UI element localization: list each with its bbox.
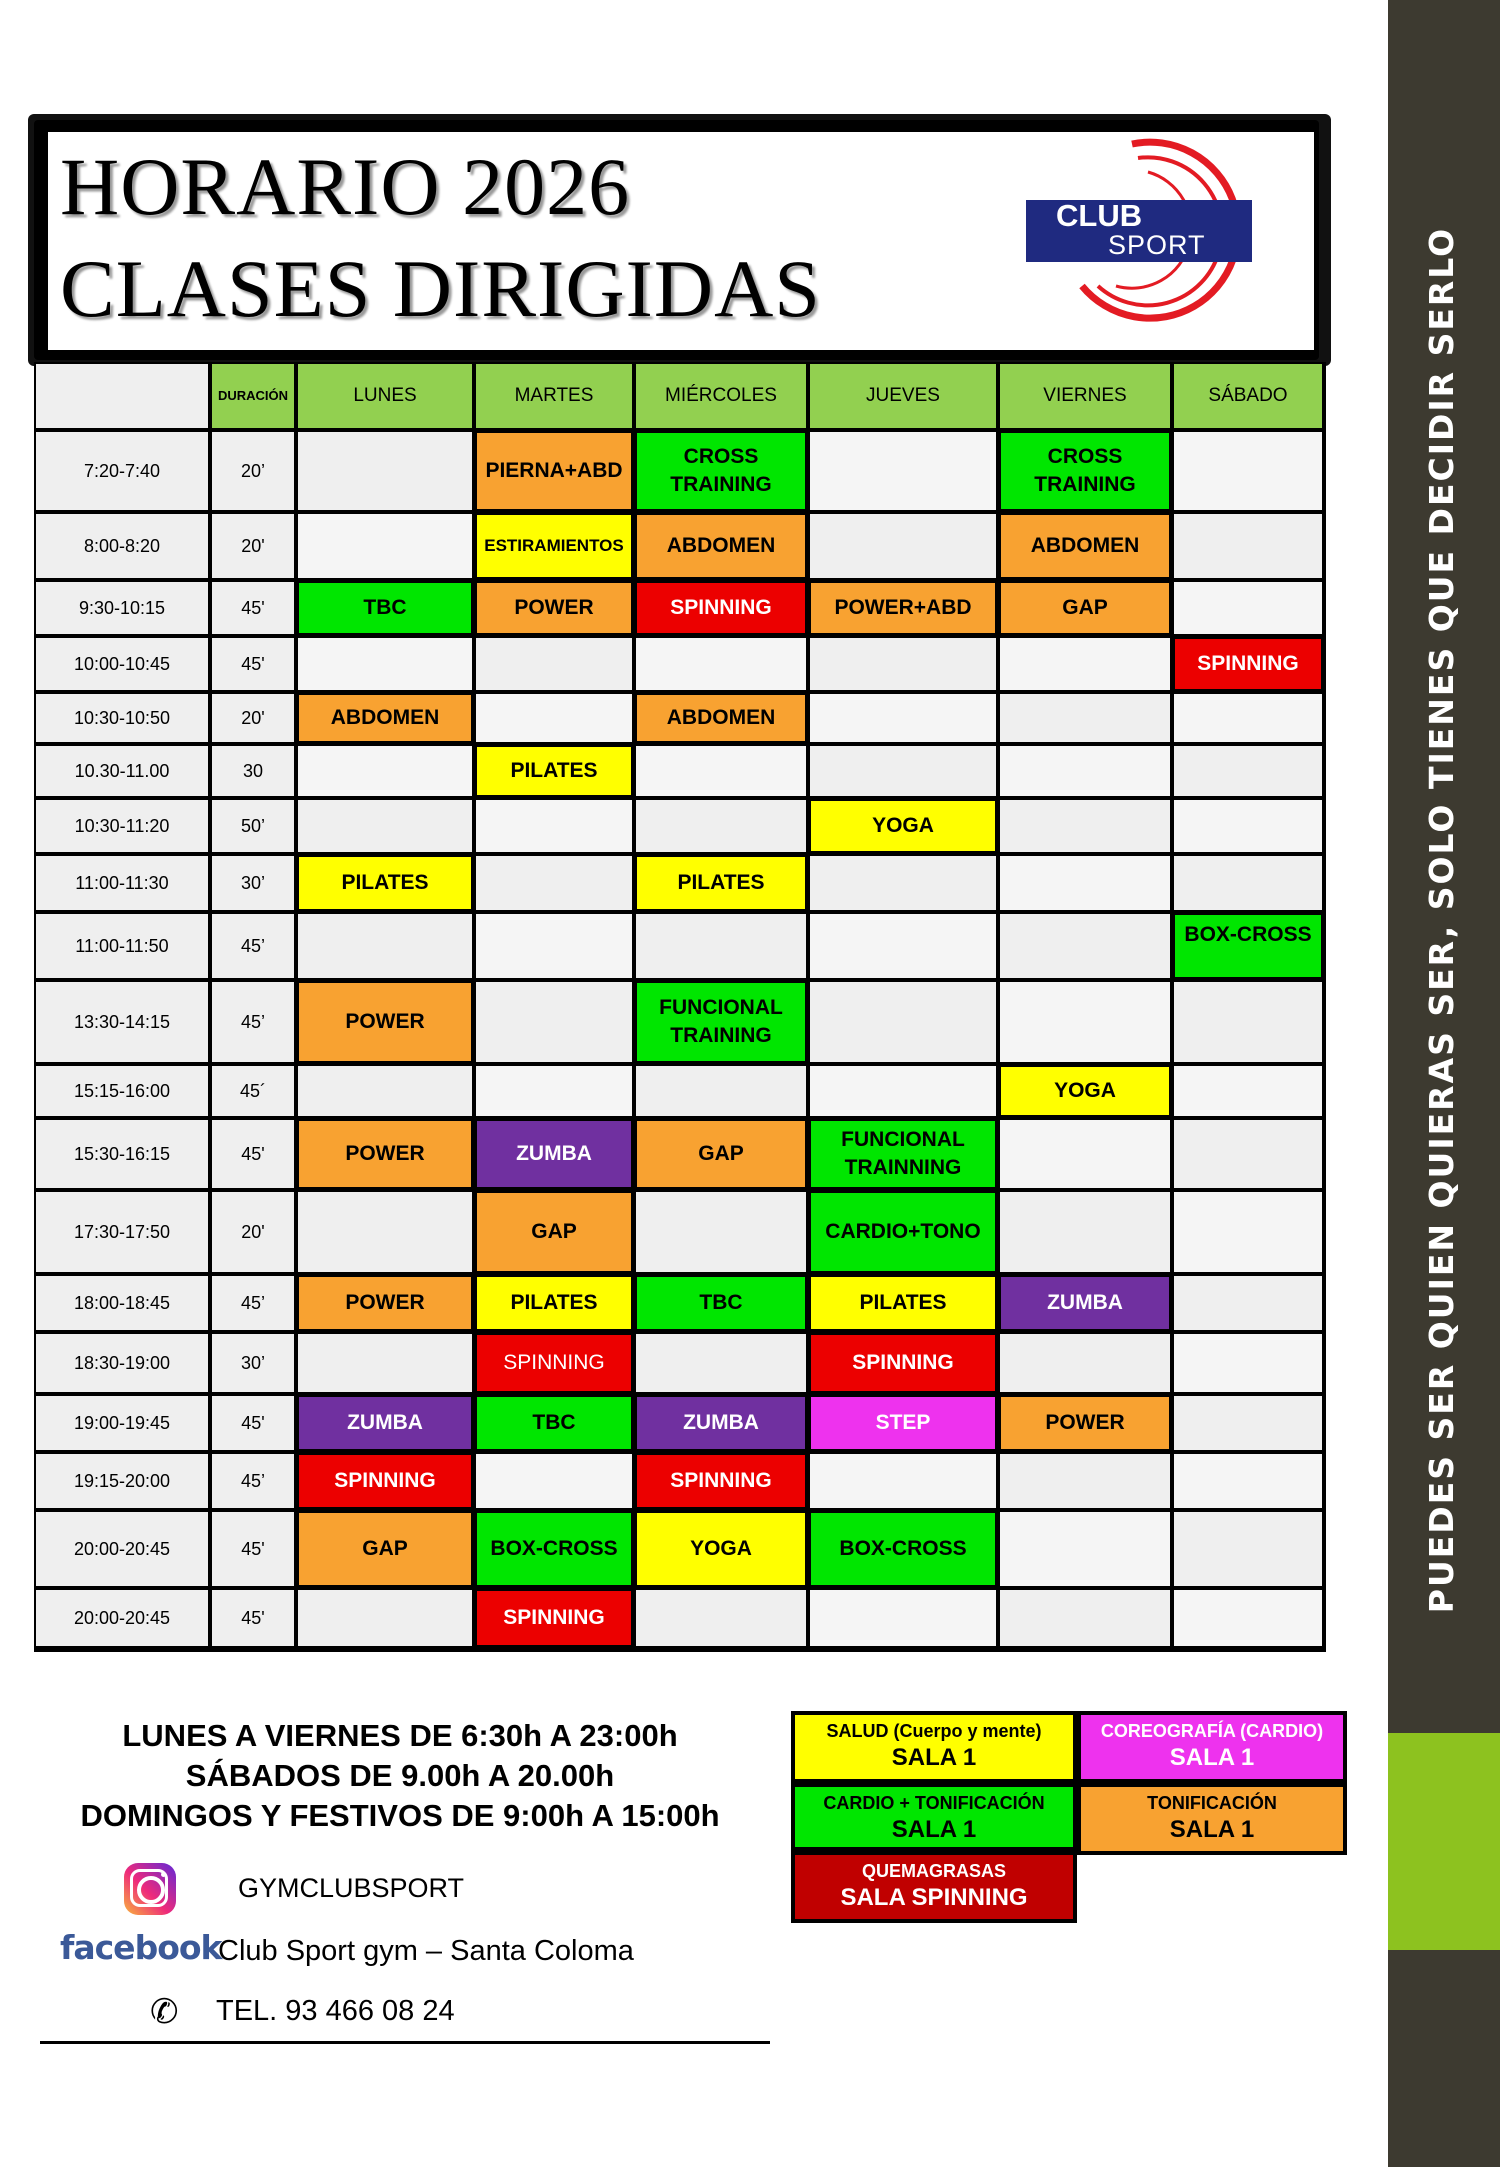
class-cell[interactable]: FUNCIONAL TRAINNING: [808, 1118, 998, 1190]
empty-cell: [636, 638, 806, 690]
class-cell[interactable]: SPINNING: [296, 1452, 474, 1510]
duration-cell: 45´: [212, 1066, 294, 1116]
empty-cell: [1174, 856, 1322, 910]
page-title-line-2: CLASES DIRIGIDAS: [60, 243, 821, 334]
empty-cell: [636, 914, 806, 978]
class-cell[interactable]: GAP: [634, 1118, 808, 1190]
empty-cell: [298, 1334, 472, 1392]
logo-club-text: CLUB: [1056, 198, 1143, 233]
legend-tonificacion-title: TONIFICACIÓN: [1147, 1793, 1277, 1813]
phone-icon: ✆: [150, 1993, 179, 2031]
class-cell[interactable]: POWER: [296, 1118, 474, 1190]
empty-cell: [476, 1066, 632, 1116]
class-cell[interactable]: POWER: [474, 580, 634, 636]
duration-cell: 30: [212, 746, 294, 796]
empty-cell: [1174, 1590, 1322, 1646]
facebook-logo[interactable]: facebook: [60, 1928, 222, 1967]
hours-saturday: SÁBADOS DE 9.00h A 20.00h: [185, 1758, 615, 1793]
empty-cell: [1174, 514, 1322, 578]
empty-cell: [1174, 746, 1322, 796]
empty-cell: [1174, 800, 1322, 852]
time-slot: 15:15-16:00: [36, 1066, 208, 1116]
empty-cell: [636, 1192, 806, 1272]
hours-sunday: DOMINGOS Y FESTIVOS DE 9:00h A 15:00h: [80, 1798, 720, 1833]
empty-cell: [1174, 1512, 1322, 1586]
legend-coreografia: [1077, 1711, 1347, 1783]
time-slot: 17:30-17:50: [36, 1192, 208, 1272]
empty-cell: [1000, 914, 1170, 978]
empty-cell: [1000, 800, 1170, 852]
class-cell[interactable]: YOGA: [998, 1064, 1172, 1118]
facebook-page[interactable]: Club Sport gym – Santa Coloma: [218, 1935, 634, 1967]
class-cell[interactable]: BOX-CROSS: [808, 1510, 998, 1588]
empty-cell: [810, 1066, 996, 1116]
legend-quemagrasas: [791, 1851, 1077, 1923]
header-blank-cell: [36, 364, 208, 428]
class-cell[interactable]: ABDOMEN: [998, 512, 1172, 580]
page-title-line-1: HORARIO 2026: [60, 141, 631, 232]
phone-number[interactable]: TEL. 93 466 08 24: [216, 1995, 455, 2027]
day-header-1: MARTES: [476, 364, 632, 428]
class-cell[interactable]: POWER: [296, 1274, 474, 1332]
legend-salud-title: SALUD (Cuerpo y mente): [826, 1721, 1042, 1741]
class-cell[interactable]: ESTIRAMIENTOS: [474, 512, 634, 580]
duration-cell: 45': [212, 638, 294, 690]
legend-quemagrasas-title: QUEMAGRASAS: [861, 1861, 1006, 1881]
class-cell[interactable]: PILATES: [474, 1274, 634, 1332]
time-slot: 10:30-10:50: [36, 694, 208, 742]
legend-tonificacion-room: SALA 1: [1169, 1816, 1255, 1843]
class-cell[interactable]: GAP: [296, 1510, 474, 1588]
class-cell[interactable]: SPINNING: [474, 1332, 634, 1394]
class-cell[interactable]: ABDOMEN: [634, 692, 808, 744]
time-slot: 18:00-18:45: [36, 1276, 208, 1330]
time-slot: 7:20-7:40: [36, 432, 208, 510]
duration-cell: 45': [212, 582, 294, 634]
legend-tonificacion: [1077, 1783, 1347, 1855]
side-slogan: PUEDES SER QUIEN QUIERAS SER, SOLO TIENES QUE DECIDIR SERLO: [1422, 226, 1461, 1614]
time-slot: 10:30-11:20: [36, 800, 208, 852]
empty-cell: [476, 694, 632, 742]
day-header-5: SÁBADO: [1174, 364, 1322, 428]
empty-cell: [1174, 1396, 1322, 1450]
legend-salud-room: SALA 1: [891, 1744, 977, 1771]
class-cell[interactable]: STEP: [808, 1394, 998, 1452]
empty-cell: [1000, 746, 1170, 796]
empty-cell: [810, 514, 996, 578]
day-header-0: LUNES: [298, 364, 472, 428]
empty-cell: [1000, 1512, 1170, 1586]
duration-cell: 45': [212, 1120, 294, 1188]
duration-cell: 45’: [212, 982, 294, 1062]
empty-cell: [810, 1454, 996, 1508]
empty-cell: [1000, 1192, 1170, 1272]
empty-cell: [1000, 1454, 1170, 1508]
class-cell[interactable]: ZUMBA: [296, 1394, 474, 1452]
class-cell[interactable]: ABDOMEN: [634, 512, 808, 580]
empty-cell: [1000, 856, 1170, 910]
empty-cell: [1174, 1454, 1322, 1508]
time-slot: 20:00-20:45: [36, 1590, 208, 1646]
legend-cardio-title: CARDIO + TONIFICACIÓN: [823, 1793, 1045, 1813]
side-bar-green: [1388, 1733, 1500, 1950]
divider: [40, 2041, 770, 2044]
empty-cell: [636, 746, 806, 796]
empty-cell: [636, 1590, 806, 1646]
empty-cell: [810, 694, 996, 742]
empty-cell: [1000, 694, 1170, 742]
class-cell[interactable]: CROSS TRAINING: [998, 430, 1172, 512]
time-slot: 19:00-19:45: [36, 1396, 208, 1450]
empty-cell: [1174, 1276, 1322, 1330]
time-slot: 18:30-19:00: [36, 1334, 208, 1392]
class-cell[interactable]: PILATES: [634, 854, 808, 912]
class-cell[interactable]: CARDIO+TONO: [808, 1190, 998, 1274]
empty-cell: [1000, 1334, 1170, 1392]
time-slot: 10:00-10:45: [36, 638, 208, 690]
club-sport-logo: [1020, 136, 1260, 336]
class-cell[interactable]: POWER: [296, 980, 474, 1064]
class-cell[interactable]: ZUMBA: [474, 1118, 634, 1190]
class-cell[interactable]: PILATES: [474, 744, 634, 798]
instagram-handle[interactable]: GYMCLUBSPORT: [238, 1873, 465, 1903]
empty-cell: [298, 1192, 472, 1272]
empty-cell: [1174, 1120, 1322, 1188]
duration-cell: 20': [212, 514, 294, 578]
duration-cell: 30’: [212, 1334, 294, 1392]
empty-cell: [298, 800, 472, 852]
duration-cell: 45': [212, 1590, 294, 1646]
class-cell[interactable]: YOGA: [634, 1510, 808, 1588]
time-slot: 20:00-20:45: [36, 1512, 208, 1586]
legend-coreografia-title: COREOGRAFÍA (CARDIO): [1100, 1721, 1324, 1741]
duration-cell: 45': [212, 1396, 294, 1450]
class-cell[interactable]: PILATES: [296, 854, 474, 912]
time-slot: 13:30-14:15: [36, 982, 208, 1062]
legend-coreografia-room: SALA 1: [1169, 1744, 1255, 1771]
empty-cell: [1174, 694, 1322, 742]
empty-cell: [810, 638, 996, 690]
empty-cell: [298, 1066, 472, 1116]
empty-cell: [298, 514, 472, 578]
class-cell[interactable]: BOX-CROSS: [474, 1510, 634, 1588]
empty-cell: [476, 856, 632, 910]
duration-cell: 45’: [212, 914, 294, 978]
empty-cell: [1000, 982, 1170, 1062]
logo-sport-text: SPORT: [1108, 230, 1206, 260]
duration-cell: 50’: [212, 800, 294, 852]
day-header-4: VIERNES: [1000, 364, 1170, 428]
schedule-table: [34, 362, 1326, 1652]
day-header-3: JUEVES: [810, 364, 996, 428]
legend-salud: [791, 1711, 1077, 1783]
class-cell[interactable]: YOGA: [808, 798, 998, 854]
duration-cell: 20’: [212, 432, 294, 510]
time-slot: 10.30-11.00: [36, 746, 208, 796]
class-cell[interactable]: ZUMBA: [998, 1274, 1172, 1332]
legend-quemagrasas-room: SALA SPINNING: [840, 1884, 1028, 1911]
empty-cell: [810, 982, 996, 1062]
empty-cell: [1174, 1334, 1322, 1392]
class-cell[interactable]: ZUMBA: [634, 1394, 808, 1452]
empty-cell: [636, 1066, 806, 1116]
time-slot: 8:00-8:20: [36, 514, 208, 578]
class-cell[interactable]: GAP: [998, 580, 1172, 636]
empty-cell: [636, 1334, 806, 1392]
day-header-2: MIÉRCOLES: [636, 364, 806, 428]
empty-cell: [810, 914, 996, 978]
class-cell[interactable]: POWER+ABD: [808, 580, 998, 636]
empty-cell: [298, 1590, 472, 1646]
empty-cell: [476, 982, 632, 1062]
hours-weekdays: LUNES A VIERNES DE 6:30h A 23:00h: [122, 1718, 678, 1753]
time-slot: 11:00-11:30: [36, 856, 208, 910]
class-cell[interactable]: SPINNING: [634, 1452, 808, 1510]
empty-cell: [476, 1454, 632, 1508]
class-cell[interactable]: SPINNING: [634, 580, 808, 636]
empty-cell: [1000, 1590, 1170, 1646]
time-slot: 9:30-10:15: [36, 582, 208, 634]
empty-cell: [298, 746, 472, 796]
time-slot: 11:00-11:50: [36, 914, 208, 978]
empty-cell: [298, 432, 472, 510]
instagram-icon[interactable]: [124, 1863, 176, 1915]
empty-cell: [1000, 638, 1170, 690]
empty-cell: [810, 432, 996, 510]
class-cell[interactable]: TBC: [634, 1274, 808, 1332]
class-cell[interactable]: ABDOMEN: [296, 692, 474, 744]
class-cell[interactable]: PIERNA+ABD: [474, 430, 634, 512]
class-cell[interactable]: TBC: [296, 580, 474, 636]
empty-cell: [810, 856, 996, 910]
class-cell[interactable]: SPINNING: [1172, 636, 1324, 692]
side-bar-dark-bottom: [1388, 1950, 1500, 2167]
time-slot: 15:30-16:15: [36, 1120, 208, 1188]
time-slot: 19:15-20:00: [36, 1454, 208, 1508]
duration-cell: 45’: [212, 1454, 294, 1508]
empty-cell: [476, 800, 632, 852]
empty-cell: [1174, 432, 1322, 510]
empty-cell: [1174, 1192, 1322, 1272]
duration-cell: 20': [212, 1192, 294, 1272]
legend-cardio-room: SALA 1: [891, 1816, 977, 1843]
empty-cell: [1000, 1120, 1170, 1188]
empty-cell: [1174, 982, 1322, 1062]
empty-cell: [636, 800, 806, 852]
class-cell[interactable]: SPINNING: [808, 1332, 998, 1394]
class-cell[interactable]: FUNCIONAL TRAINING: [634, 980, 808, 1064]
class-cell[interactable]: BOX-CROSS: [1172, 912, 1324, 980]
empty-cell: [298, 914, 472, 978]
empty-cell: [476, 914, 632, 978]
class-cell[interactable]: PILATES: [808, 1274, 998, 1332]
empty-cell: [298, 638, 472, 690]
empty-cell: [1174, 1066, 1322, 1116]
empty-cell: [476, 638, 632, 690]
duration-cell: 45': [212, 1512, 294, 1586]
class-cell[interactable]: POWER: [998, 1394, 1172, 1452]
class-cell[interactable]: GAP: [474, 1190, 634, 1274]
class-cell[interactable]: TBC: [474, 1394, 634, 1452]
duration-cell: 30’: [212, 856, 294, 910]
empty-cell: [1174, 582, 1322, 634]
class-cell[interactable]: CROSS TRAINING: [634, 430, 808, 512]
empty-cell: [810, 746, 996, 796]
empty-cell: [810, 1590, 996, 1646]
class-cell[interactable]: SPINNING: [474, 1588, 634, 1648]
duration-header: DURACIÓN: [212, 364, 294, 428]
duration-cell: 20': [212, 694, 294, 742]
legend-cardio-tonificacion: [791, 1783, 1077, 1851]
duration-cell: 45’: [212, 1276, 294, 1330]
